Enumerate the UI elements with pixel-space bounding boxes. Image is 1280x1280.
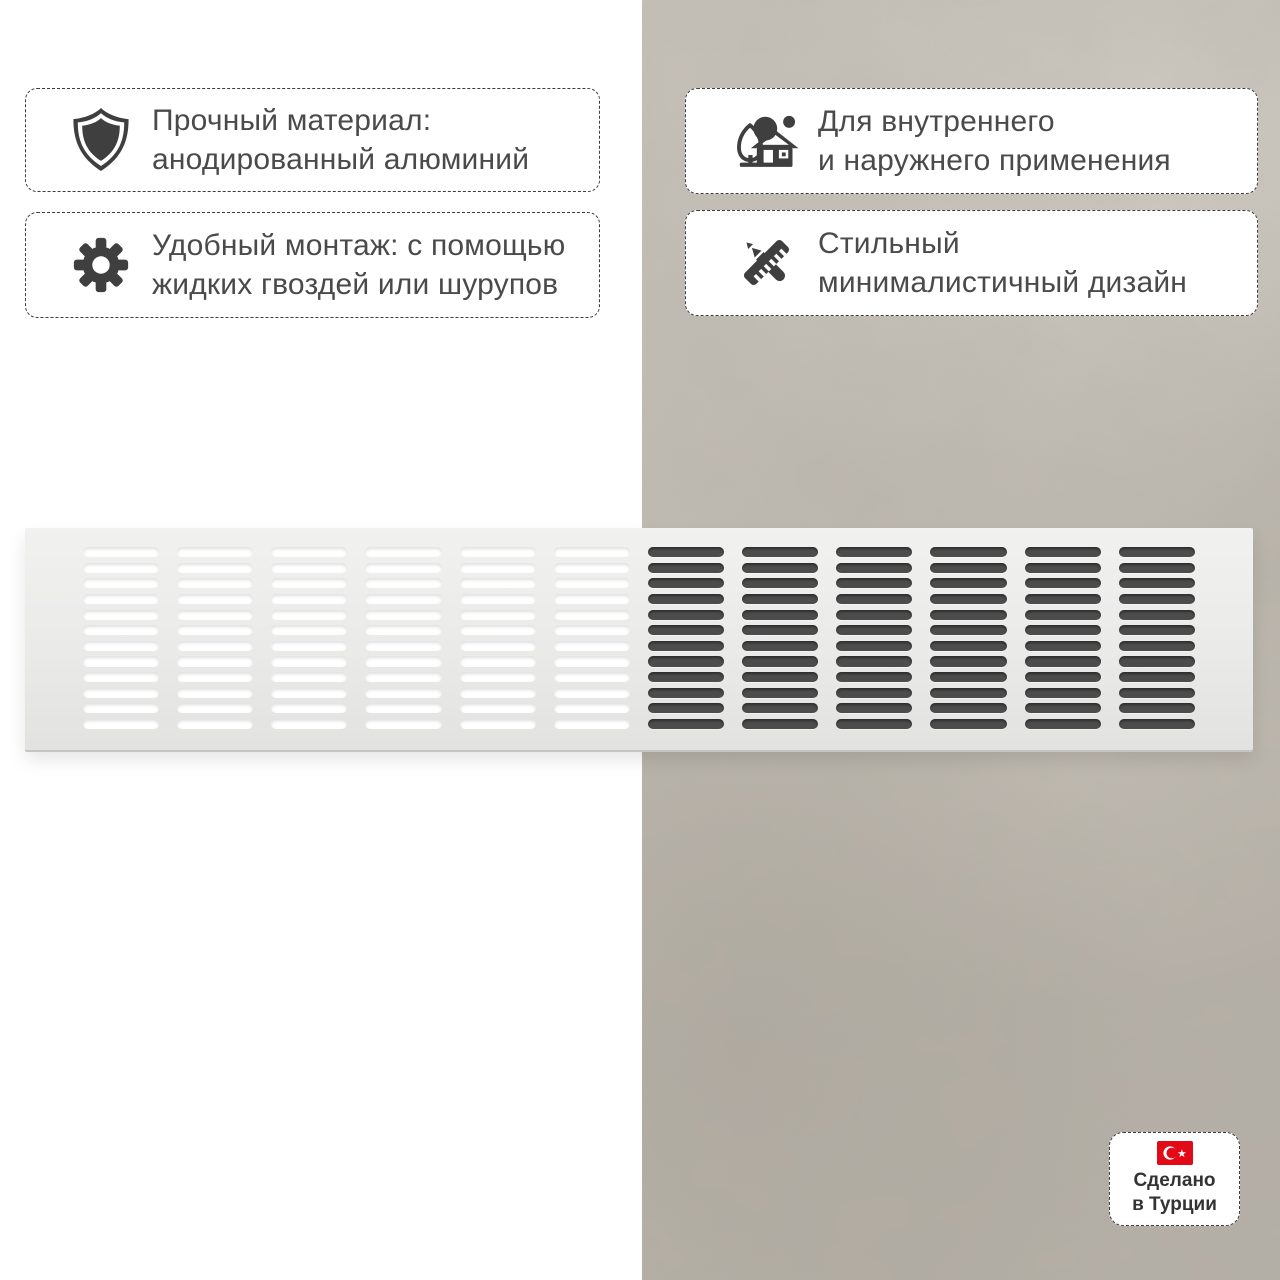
vent-slot	[1119, 688, 1195, 698]
vent-slot	[271, 547, 347, 557]
feature-line: и наружнего применения	[818, 144, 1171, 177]
vent-slot	[836, 563, 912, 573]
vent-slot	[1119, 703, 1195, 713]
vent-slot	[836, 672, 912, 682]
vent-slot	[648, 703, 724, 713]
vent-slot	[742, 719, 818, 729]
vent-slot	[365, 688, 441, 698]
vent-slot	[648, 719, 724, 729]
vent-slot	[554, 641, 630, 651]
vent-slot	[742, 672, 818, 682]
vent-slot	[930, 578, 1006, 588]
vent-slot	[742, 594, 818, 604]
vent-slot	[554, 656, 630, 666]
vent-slot	[177, 578, 253, 588]
vent-slot	[177, 563, 253, 573]
vent-slot	[648, 578, 724, 588]
vent-slot	[1119, 672, 1195, 682]
feature-text	[152, 226, 565, 304]
made-in-badge	[1109, 1132, 1240, 1226]
house-icon	[732, 104, 802, 178]
vent-slot	[83, 594, 159, 604]
vent-slot	[930, 672, 1006, 682]
vent-slot	[1025, 594, 1101, 604]
vent-slot	[1119, 594, 1195, 604]
vent-slot	[83, 656, 159, 666]
vent-slot	[365, 656, 441, 666]
vent-slot	[836, 547, 912, 557]
vent-slot	[271, 610, 347, 620]
vent-slot	[460, 594, 536, 604]
vent-slot	[271, 656, 347, 666]
gear-icon	[66, 228, 136, 302]
vent-slot	[365, 641, 441, 651]
vent-slot	[648, 547, 724, 557]
vent-slot	[648, 610, 724, 620]
vent-slot	[648, 625, 724, 635]
vent-slot	[365, 578, 441, 588]
vent-slot	[83, 688, 159, 698]
shield-icon	[66, 103, 136, 177]
vent-slot	[836, 703, 912, 713]
feature-text	[152, 101, 529, 179]
vent-slot	[836, 656, 912, 666]
vent-slot	[460, 703, 536, 713]
vent-slot	[554, 610, 630, 620]
feature-line: жидких гвоздей или шурупов	[152, 268, 559, 301]
vent-slot	[83, 578, 159, 588]
vent-slot	[365, 563, 441, 573]
vent-slot	[460, 578, 536, 588]
vent-slot	[648, 672, 724, 682]
vent-slot	[742, 547, 818, 557]
vent-slot	[836, 610, 912, 620]
vent-grille	[25, 528, 1253, 750]
feature-card-material	[25, 88, 600, 192]
vent-slot	[177, 610, 253, 620]
vent-slot	[83, 610, 159, 620]
vent-slot	[83, 625, 159, 635]
vent-slot	[836, 625, 912, 635]
vent-slot	[1025, 703, 1101, 713]
feature-text	[818, 102, 1171, 180]
vent-slot	[271, 625, 347, 635]
feature-card-application	[685, 88, 1258, 194]
vent-slot	[930, 563, 1006, 573]
vent-slot	[460, 610, 536, 620]
vent-slot	[1025, 625, 1101, 635]
vent-slot	[365, 703, 441, 713]
vent-slot	[365, 610, 441, 620]
vent-slot	[1119, 641, 1195, 651]
vent-slot	[460, 688, 536, 698]
vent-slot	[836, 641, 912, 651]
feature-line: минималистичный дизайн	[818, 266, 1188, 299]
made-in-line: в Турции	[1132, 1194, 1217, 1215]
vent-slot	[554, 719, 630, 729]
vent-slot	[460, 656, 536, 666]
vent-slot	[83, 547, 159, 557]
vent-slot	[1119, 547, 1195, 557]
vent-slot	[271, 594, 347, 604]
vent-slot	[460, 719, 536, 729]
vent-slot	[1025, 578, 1101, 588]
vent-slot	[648, 563, 724, 573]
vent-slot	[742, 610, 818, 620]
vent-slot	[742, 625, 818, 635]
vent-slot	[930, 547, 1006, 557]
vent-slot	[177, 625, 253, 635]
vent-slot	[742, 641, 818, 651]
vent-slot	[460, 672, 536, 682]
vent-slot	[930, 656, 1006, 666]
vent-slot	[1025, 719, 1101, 729]
vent-slot	[271, 672, 347, 682]
vent-slot	[648, 594, 724, 604]
vent-slot	[742, 656, 818, 666]
vent-slot	[836, 688, 912, 698]
pencil-ruler-icon	[732, 226, 802, 300]
vent-slot	[83, 719, 159, 729]
vent-slot	[1119, 563, 1195, 573]
vent-slot	[648, 656, 724, 666]
vent-slot	[83, 641, 159, 651]
feature-line: Прочный материал:	[152, 104, 432, 137]
vent-slot	[836, 719, 912, 729]
vent-slot	[930, 610, 1006, 620]
feature-line: Стильный	[818, 227, 960, 260]
vent-slot	[460, 547, 536, 557]
vent-slot	[177, 672, 253, 682]
vent-slot	[177, 594, 253, 604]
vent-slot	[177, 703, 253, 713]
vent-slot	[1119, 719, 1195, 729]
feature-line: Для внутреннего	[818, 105, 1055, 138]
vent-slot	[83, 563, 159, 573]
vent-slot	[271, 578, 347, 588]
made-in-label	[1132, 1169, 1217, 1217]
vent-slot	[648, 641, 724, 651]
vent-slot	[554, 672, 630, 682]
feature-text	[818, 224, 1187, 302]
vent-slot	[1025, 610, 1101, 620]
vent-slot	[554, 703, 630, 713]
vent-slot	[554, 563, 630, 573]
vent-slot	[460, 563, 536, 573]
vent-slot	[177, 656, 253, 666]
feature-line: анодированный алюминий	[152, 143, 530, 176]
vent-slot	[554, 625, 630, 635]
vent-slot	[271, 719, 347, 729]
vent-slot	[554, 578, 630, 588]
vent-slot	[83, 703, 159, 713]
vent-slot	[271, 563, 347, 573]
made-in-line: Сделано	[1133, 1170, 1216, 1191]
vent-slot	[742, 563, 818, 573]
vent-slot	[271, 688, 347, 698]
vent-slot	[1025, 641, 1101, 651]
vent-slot	[930, 625, 1006, 635]
feature-card-design	[685, 210, 1258, 316]
vent-slot	[1119, 578, 1195, 588]
vent-slot	[83, 672, 159, 682]
vent-slot	[271, 703, 347, 713]
vent-slot	[836, 594, 912, 604]
vent-slot	[460, 625, 536, 635]
vent-slot	[930, 641, 1006, 651]
vent-slot	[177, 641, 253, 651]
vent-slot	[1025, 547, 1101, 557]
vent-slot	[930, 703, 1006, 713]
vent-slot	[1025, 656, 1101, 666]
turkey-flag-icon	[1157, 1141, 1193, 1165]
vent-slot	[554, 594, 630, 604]
vent-slot	[742, 688, 818, 698]
vent-slot	[365, 594, 441, 604]
vent-slot	[1025, 563, 1101, 573]
vent-slot	[177, 719, 253, 729]
vent-slot	[1119, 625, 1195, 635]
vent-slot	[460, 641, 536, 651]
vent-slot-grid	[83, 547, 1195, 729]
vent-slot	[930, 719, 1006, 729]
feature-line: Удобный монтаж: с помощью	[152, 229, 566, 262]
vent-slot	[930, 594, 1006, 604]
vent-slot	[365, 672, 441, 682]
vent-slot	[836, 578, 912, 588]
vent-slot	[271, 641, 347, 651]
feature-card-mounting	[25, 212, 600, 318]
vent-slot	[554, 688, 630, 698]
vent-slot	[365, 719, 441, 729]
vent-slot	[1119, 656, 1195, 666]
vent-slot	[1025, 688, 1101, 698]
vent-slot	[1025, 672, 1101, 682]
vent-slot	[742, 578, 818, 588]
vent-slot	[365, 547, 441, 557]
vent-slot	[742, 703, 818, 713]
vent-slot	[1119, 610, 1195, 620]
vent-slot	[177, 688, 253, 698]
vent-slot	[930, 688, 1006, 698]
vent-slot	[177, 547, 253, 557]
vent-slot	[554, 547, 630, 557]
vent-slot	[365, 625, 441, 635]
vent-slot	[648, 688, 724, 698]
